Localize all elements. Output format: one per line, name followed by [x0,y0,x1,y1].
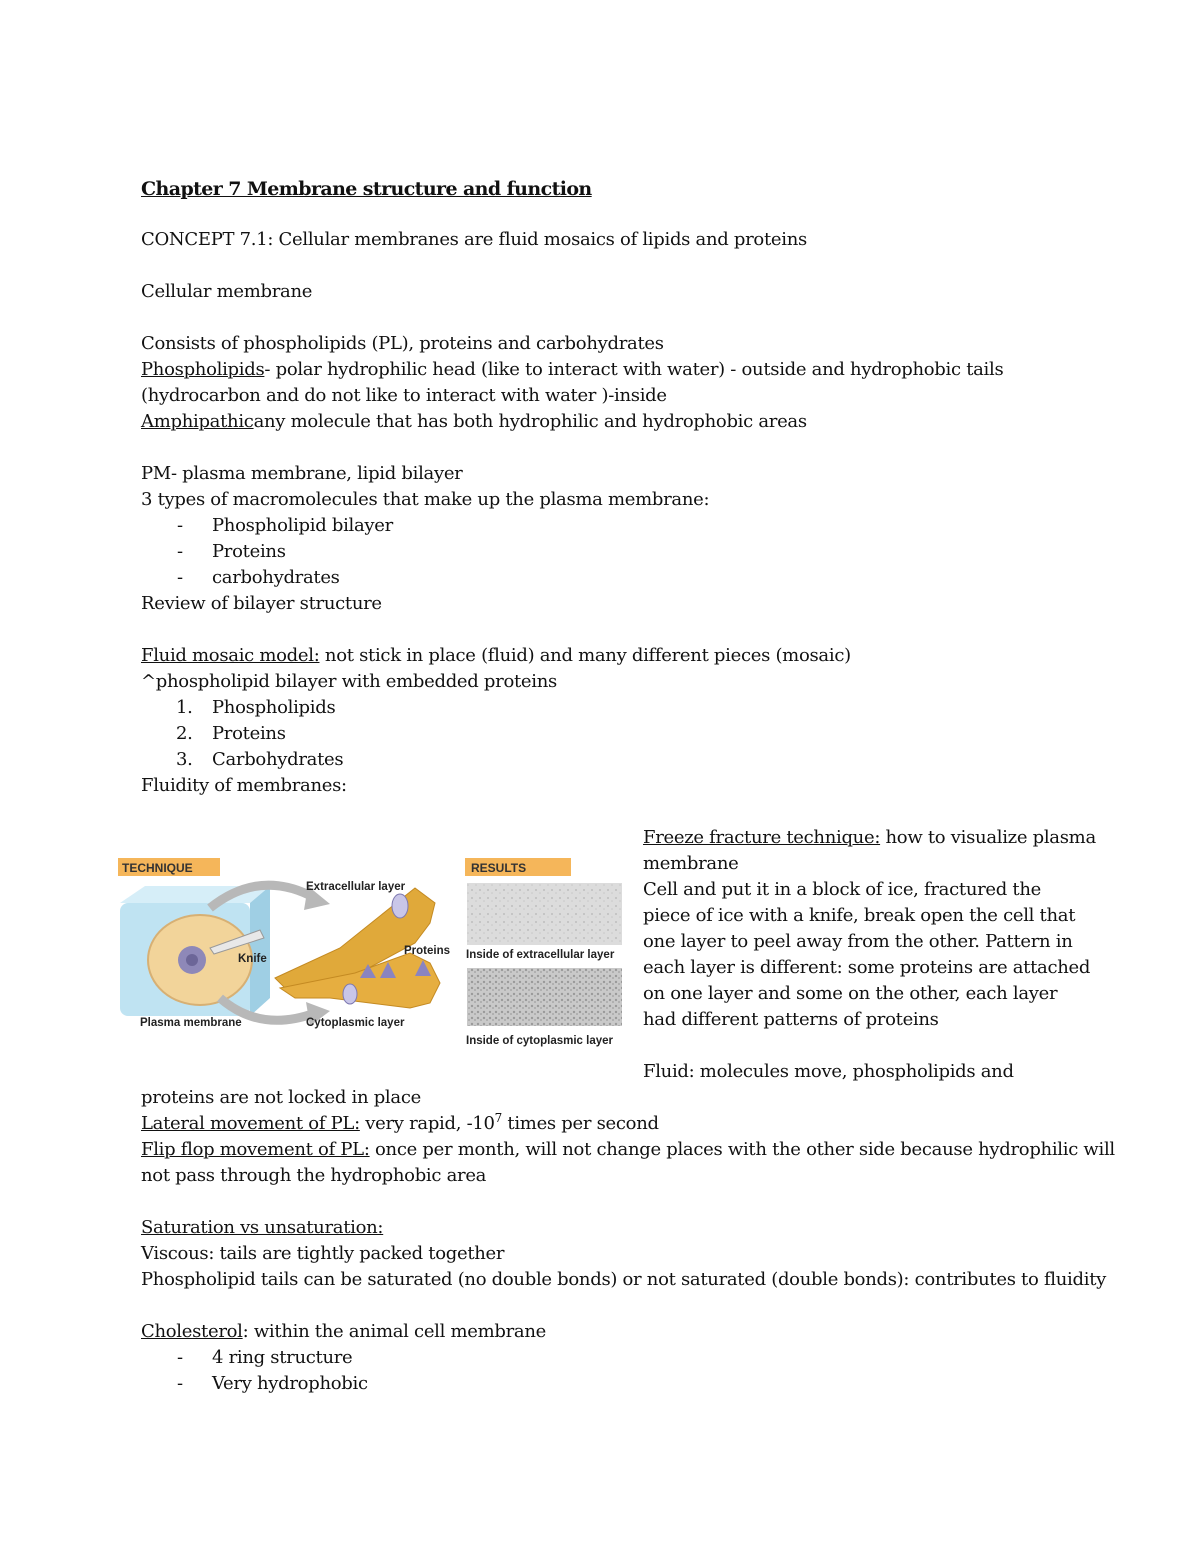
item-number: 3. [176,749,193,770]
cholesterol-term: Cholesterol [141,1321,243,1342]
lateral-term: Lateral movement of PL: [141,1113,360,1134]
item-text: Carbohydrates [212,749,344,770]
saturation-heading: Saturation vs unsaturation: [141,1217,384,1238]
phospholipids-continuation: (hydrocarbon and do not like to interact with water )-inside [141,385,667,406]
freeze-fracture-figure [110,848,630,1053]
fluid-line-continuation: proteins are not locked in place [141,1087,421,1108]
item-number: 1. [176,697,193,718]
freeze-text: Cell and put it in a block of ice, fractured the [643,879,1042,900]
list-item-text: 4 ring structure [212,1347,353,1368]
phospholipids-term: Phospholipids [141,359,265,380]
concept-line: CONCEPT 7.1: Cellular membranes are fluid mosaics of lipids and proteins [141,229,807,250]
flipflop-continuation: not pass through the hydrophobic area [141,1165,487,1186]
viscous-line: Viscous: tails are tightly packed together [141,1243,505,1264]
ice-block [120,886,270,1016]
inside-extracellular-label: Inside of extracellular layer [466,949,615,961]
bullet-dash: - [177,541,183,562]
list-item-text: Proteins [212,541,286,562]
item-text: Proteins [212,723,286,744]
plasma-membrane-label: Plasma membrane [140,1017,242,1029]
freeze-text: piece of ice with a knife, break open the cell that [643,905,1076,926]
consists-line: Consists of phospholipids (PL), proteins and carbohydrates [141,333,664,354]
caret-line: ^phospholipid bilayer with embedded proteins [141,671,557,692]
lateral-exponent: 7 [494,1111,502,1125]
three-types-line: 3 types of macromolecules that make up the plasma membrane: [141,489,710,510]
phospholipids-line [141,357,1003,383]
fluid-mosaic-term: Fluid mosaic model: [141,645,320,666]
fluid-mosaic-line [141,643,851,669]
fluid-mosaic-definition: not stick in place (fluid) and many different pieces (mosaic) [319,645,851,666]
fluid-line: Fluid: molecules move, phospholipids and [643,1061,1014,1082]
technique-label: TECHNIQUE [122,861,193,875]
bullet-dash: - [177,515,183,536]
item-number: 2. [176,723,193,744]
cellular-membrane-line: Cellular membrane [141,281,313,302]
results-label: RESULTS [471,861,527,875]
cytoplasmic-micrograph-texture [467,968,622,1026]
list-item-text: Phospholipid bilayer [212,515,393,536]
extracellular-layer-label [306,881,406,893]
amphipathic-term: Amphipathic [141,411,254,432]
lateral-tail: times per second [502,1113,659,1134]
flipflop-line [141,1137,1115,1163]
saturated-line: Phospholipid tails can be saturated (no double bonds) or not saturated (double bonds): contributes to fluidity [141,1269,1106,1290]
bullet-dash: - [177,1347,183,1368]
cholesterol-text: : within the animal cell membrane [242,1321,547,1342]
review-line: Review of bilayer structure [141,593,382,614]
freeze-fracture-line [643,825,1096,851]
freeze-text: one layer to peel away from the other. Pattern in [643,931,1073,952]
freeze-text: how to visualize plasma [880,827,1096,848]
cholesterol-line [141,1319,546,1345]
cytoplasmic-layer-label: Cytoplasmic layer [306,1017,405,1029]
list-item-text: carbohydrates [212,567,340,588]
extracellular-micrograph-texture [467,883,622,945]
proteins-label: Proteins [404,945,451,957]
item-text: Phospholipids [212,697,336,718]
phospholipids-definition: - polar hydrophilic head (like to interact with water) - outside and hydrophobic tails [264,359,1004,380]
fluidity-line: Fluidity of membranes: [141,775,347,796]
page-title: Chapter 7 Membrane structure and function [141,178,592,200]
freeze-text: on one layer and some on the other, each layer [643,983,1058,1004]
bullet-dash: - [177,567,183,588]
freeze-text: membrane [643,853,739,874]
freeze-text: each layer is different: some proteins are attached [643,957,1091,978]
amphipathic-line [141,409,807,435]
freeze-fracture-term: Freeze fracture technique: [643,827,881,848]
lateral-text: very rapid, -10 [359,1113,495,1134]
amphipathic-definition: any molecule that has both hydrophilic and hydrophobic areas [253,411,807,432]
list-item-text: Very hydrophobic [212,1373,368,1394]
freeze-text: had different patterns of proteins [643,1009,939,1030]
lateral-movement-line [141,1111,659,1137]
bullet-dash: - [177,1373,183,1394]
extracellular-layer-text: Extracellular layer [306,881,406,893]
pm-line: PM- plasma membrane, lipid bilayer [141,463,463,484]
flipflop-term: Flip flop movement of PL: [141,1139,370,1160]
knife-label: Knife [238,953,267,965]
flipflop-text: once per month, will not change places with the other side because hydrophilic will [369,1139,1115,1160]
inside-cytoplasmic-label: Inside of cytoplasmic layer [466,1035,614,1047]
